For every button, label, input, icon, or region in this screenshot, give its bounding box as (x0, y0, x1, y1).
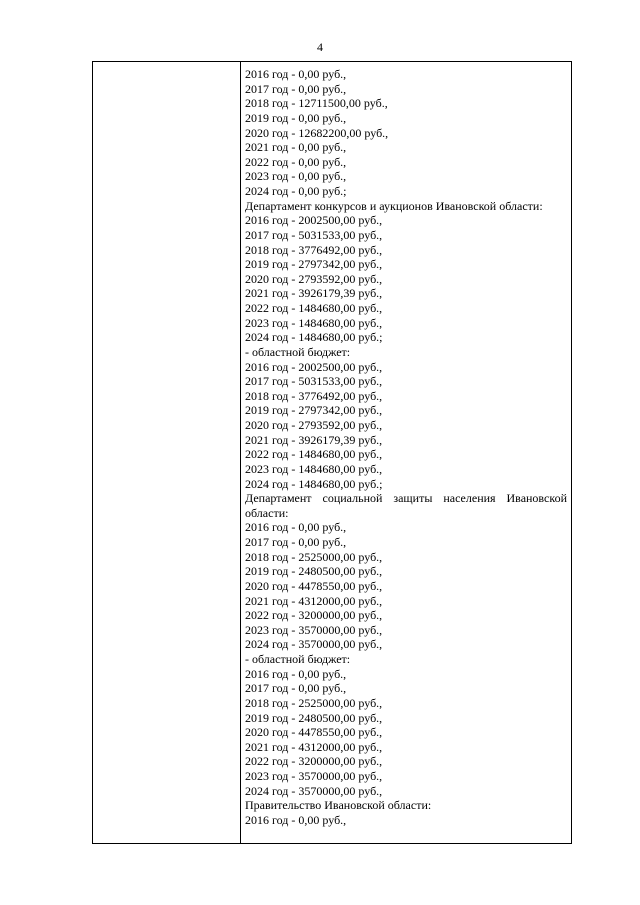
section-heading: Правительство Ивановской области: (245, 798, 432, 813)
text-line: 2022 год - 3200000,00 руб., (245, 608, 383, 623)
text-line: 2023 год - 3570000,00 руб., (245, 622, 383, 637)
text-line: 2024 год - 3570000,00 руб., (245, 637, 383, 652)
text-line: 2018 год - 3776492,00 руб., (245, 388, 383, 403)
text-line: 2022 год - 0,00 руб., (245, 154, 347, 169)
text-line: 2018 год - 3776492,00 руб., (245, 242, 383, 257)
text-line: 2022 год - 3200000,00 руб., (245, 754, 383, 769)
table-left-cell (93, 62, 241, 843)
text-line: 2019 год - 0,00 руб., (245, 110, 347, 125)
text-line: 2024 год - 3570000,00 руб., (245, 783, 383, 798)
section-heading: Департамент социальной защиты населения Ивановской (245, 491, 567, 506)
text-line: 2022 год - 1484680,00 руб., (245, 301, 383, 315)
text-line: 2017 год - 5031533,00 руб., (245, 374, 383, 389)
text-line: 2020 год - 4478550,00 руб., (245, 725, 383, 740)
text-line: 2020 год - 2793592,00 руб., (245, 271, 383, 286)
text-line: 2018 год - 2525000,00 руб., (245, 695, 383, 710)
text-line: 2019 год - 2480500,00 руб., (245, 564, 383, 579)
text-line: 2019 год - 2480500,00 руб., (245, 710, 383, 725)
text-line: 2016 год - 0,00 руб., (245, 812, 347, 827)
text-line: 2016 год - 2002500,00 руб., (245, 359, 383, 374)
text-line: 2020 год - 12682200,00 руб., (245, 125, 389, 140)
text-line: 2019 год - 2797342,00 руб., (245, 403, 383, 418)
text-line: 2016 год - 0,00 руб., (245, 666, 347, 681)
text-line: 2020 год - 2793592,00 руб., (245, 418, 383, 432)
text-line: 2023 год - 0,00 руб., (245, 169, 347, 184)
funding-table (92, 61, 572, 844)
text-line: 2020 год - 4478550,00 руб., (245, 578, 383, 593)
text-line: 2017 год - 0,00 руб., (245, 535, 347, 549)
budget-subheading: - областной бюджет: (245, 652, 351, 666)
text-line: 2017 год - 5031533,00 руб., (245, 227, 383, 242)
text-line: 2018 год - 12711500,00 руб., (245, 96, 388, 111)
text-line: 2024 год - 1484680,00 руб.; (245, 476, 383, 491)
text-line: 2022 год - 1484680,00 руб., (245, 447, 383, 462)
text-line: 2024 год - 1484680,00 руб.; (245, 330, 383, 345)
text-line: 2021 год - 4312000,00 руб., (245, 593, 383, 608)
page-number: 4 (317, 40, 323, 54)
text-line: 2018 год - 2525000,00 руб., (245, 549, 383, 564)
text-line: 2017 год - 0,00 руб., (245, 81, 347, 96)
text-line: 2021 год - 4312000,00 руб., (245, 739, 383, 754)
text-line: 2023 год - 1484680,00 руб., (245, 461, 383, 476)
text-line: 2021 год - 3926179,39 руб., (245, 286, 383, 301)
text-line: 2021 год - 0,00 руб., (245, 140, 347, 155)
text-line: 2016 год - 0,00 руб., (245, 520, 347, 535)
text-line: 2016 год - 2002500,00 руб., (245, 213, 383, 228)
table-right-cell (241, 62, 571, 843)
budget-subheading: - областной бюджет: (245, 344, 351, 359)
text-line: 2024 год - 0,00 руб.; (245, 184, 347, 198)
text-line: 2019 год - 2797342,00 руб., (245, 257, 383, 272)
text-line: 2023 год - 3570000,00 руб., (245, 769, 383, 783)
text-line: 2016 год - 0,00 руб., (245, 67, 347, 81)
text-line: 2021 год - 3926179,39 руб., (245, 432, 383, 447)
section-heading: Департамент конкурсов и аукционов Ивановской области: (245, 198, 543, 213)
text-line: 2023 год - 1484680,00 руб., (245, 315, 383, 330)
section-heading-continued: области: (245, 505, 289, 520)
text-line: 2017 год - 0,00 руб., (245, 681, 347, 696)
